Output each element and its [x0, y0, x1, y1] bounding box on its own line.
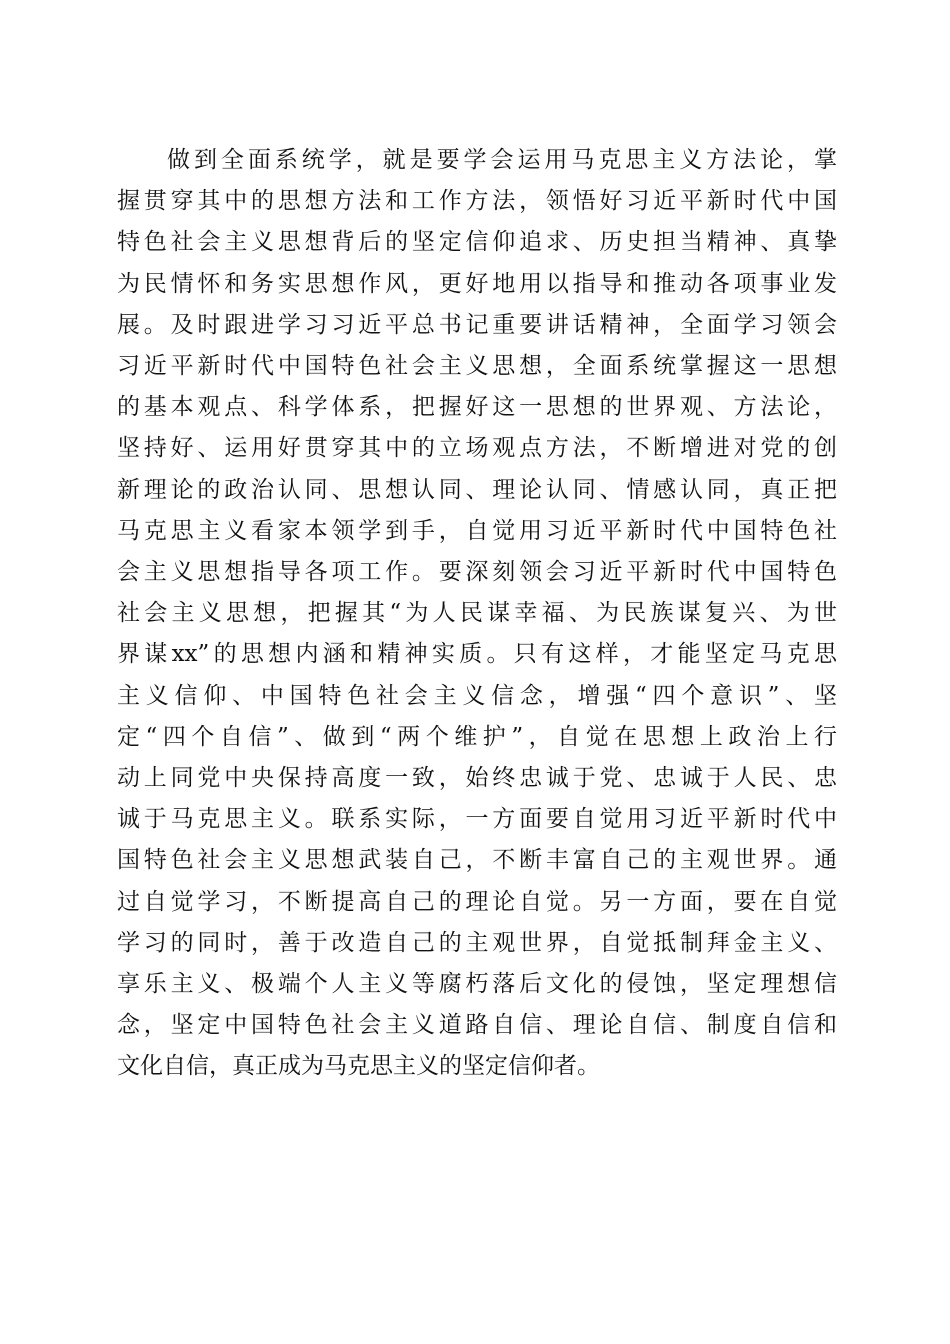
paragraph-line: 坚持好、运用好贯穿其中的立场观点方法，不断增进对党的创	[117, 435, 837, 462]
paragraph-line: 做到全面系统学，就是要学会运用马克思主义方法论，掌	[167, 147, 837, 173]
body-paragraph	[117, 140, 837, 1088]
paragraph-line: 马克思主义看家本领学到手，自觉用习近平新时代中国特色社	[117, 517, 837, 544]
paragraph-line: 的基本观点、科学体系，把握好这一思想的世界观、方法论，	[117, 394, 837, 421]
paragraph-line: 界谋xx”的思想内涵和精神实质。只有这样，才能坚定马克思	[117, 641, 837, 668]
paragraph-line: 动上同党中央保持高度一致，始终忠诚于党、忠诚于人民、忠	[117, 765, 837, 792]
paragraph-line: 国特色社会主义思想武装自己，不断丰富自己的主观世界。通	[117, 847, 837, 874]
paragraph-line: 为民情怀和务实思想作风，更好地用以指导和推动各项事业发	[117, 270, 837, 297]
paragraph-line: 新理论的政治认同、思想认同、理论认同、情感认同，真正把	[117, 476, 837, 503]
paragraph-line: 展。及时跟进学习习近平总书记重要讲话精神，全面学习领会	[117, 311, 837, 338]
paragraph-line: 定“四个自信”、做到“两个维护”，自觉在思想上政治上行	[117, 723, 837, 750]
paragraph-line: 握贯穿其中的思想方法和工作方法，领悟好习近平新时代中国	[117, 188, 837, 215]
paragraph-line: 过自觉学习，不断提高自己的理论自觉。另一方面，要在自觉	[117, 888, 837, 915]
paragraph-line: 主义信仰、中国特色社会主义信念，增强“四个意识”、坚	[117, 682, 837, 709]
paragraph-line: 诚于马克思主义。联系实际，一方面要自觉用习近平新时代中	[117, 806, 837, 833]
paragraph-line: 文化自信，真正成为马克思主义的坚定信仰者。	[117, 1053, 600, 1080]
paragraph-line: 享乐主义、极端个人主义等腐朽落后文化的侵蚀，坚定理想信	[117, 971, 837, 998]
paragraph-line: 习近平新时代中国特色社会主义思想，全面系统掌握这一思想	[117, 353, 837, 380]
paragraph-line: 会主义思想指导各项工作。要深刻领会习近平新时代中国特色	[117, 559, 837, 586]
paragraph-line: 特色社会主义思想背后的坚定信仰追求、历史担当精神、真挚	[117, 229, 837, 256]
paragraph-line: 念，坚定中国特色社会主义道路自信、理论自信、制度自信和	[117, 1012, 837, 1039]
paragraph-line: 社会主义思想，把握其“为人民谋幸福、为民族谋复兴、为世	[117, 600, 837, 627]
paragraph-line: 学习的同时，善于改造自己的主观世界，自觉抵制拜金主义、	[117, 929, 837, 956]
